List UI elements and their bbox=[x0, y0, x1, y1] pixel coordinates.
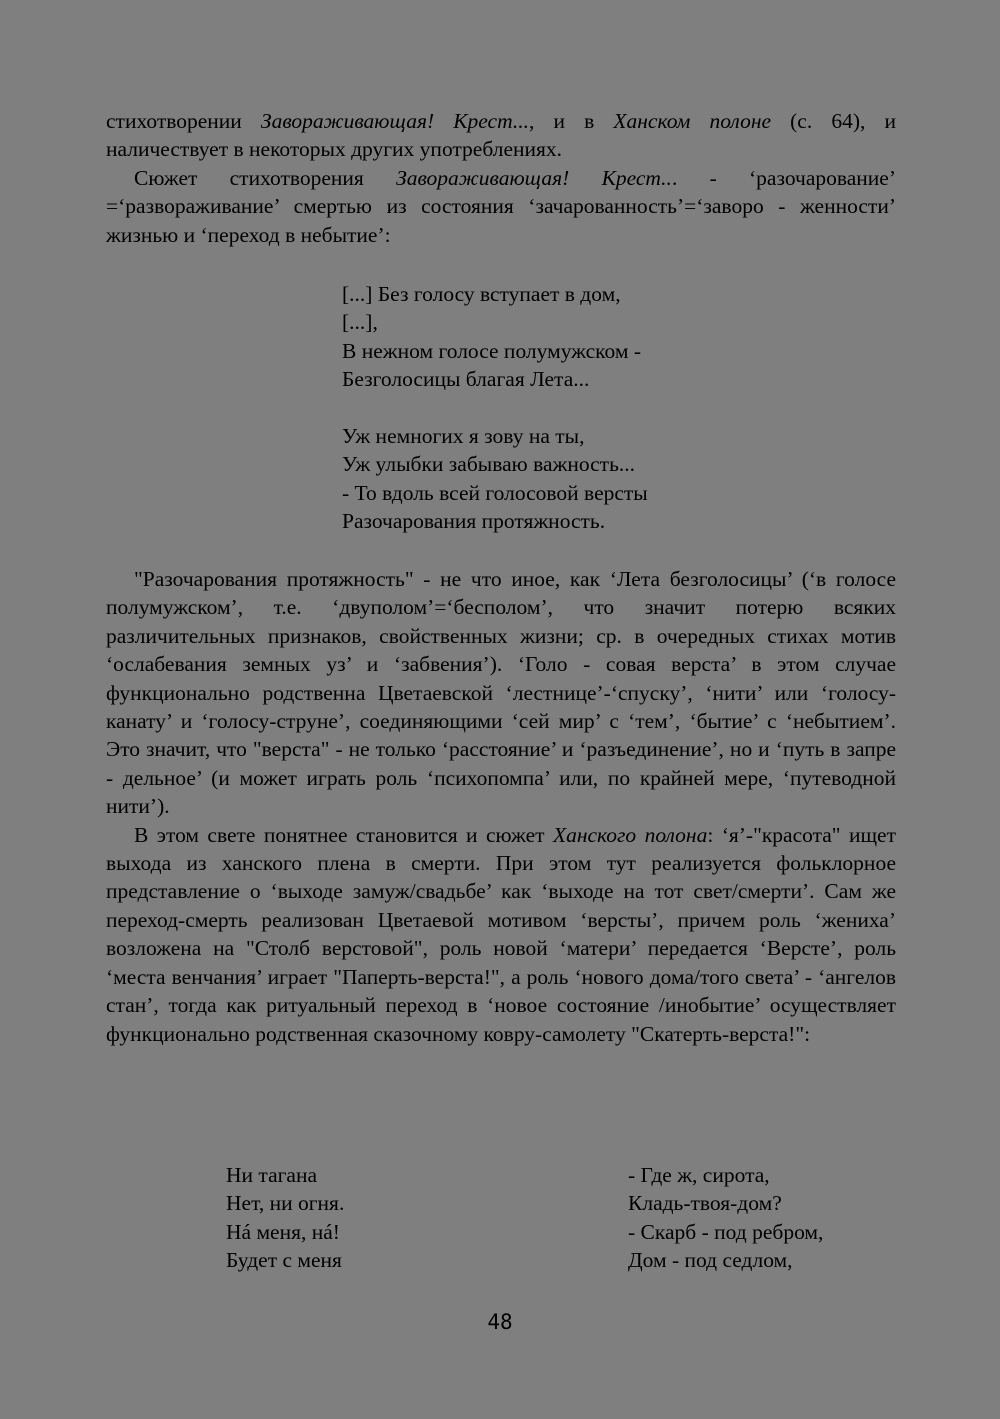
verse-line: В нежном голосе полумужском - bbox=[342, 338, 642, 363]
italic-title: Завораживающая! Крест... bbox=[260, 109, 529, 133]
text-run: . - ‘разочарование’ =‘развораживание’ смертью из состояния ‘зачарованность’=‘заворо - женности’ жизнью и ‘переход в небытие’: bbox=[106, 165, 896, 247]
paragraph-2 bbox=[106, 164, 896, 249]
text-run: В этом свете понятнее становится и сюжет bbox=[134, 822, 553, 847]
verse-line: Уж немногих я зову на ты, bbox=[342, 424, 585, 448]
text-block-middle bbox=[106, 565, 896, 1048]
verse-line: - То вдоль всей голосовой версты bbox=[342, 480, 648, 505]
italic-title: Завораживающая! Крест.. bbox=[396, 165, 672, 190]
verse-line: Кладь-твоя-дом? bbox=[628, 1191, 782, 1216]
text-block-top bbox=[106, 107, 896, 249]
text-run: : ‘я’-"красота" ищет выхода из ханского плена в смерти. При этом тут реализуется фольклорное представление о ‘выходе замуж/свадьбе’ как ‘выходе на тот свет/смерти’. Сам же переход-смерть реализован Цветаевой мотивом ‘версты’, причем роль ‘жениха’ возложена на "Столб верстовой", роль новой ‘матери’ передается ‘Версте’, роль ‘места венчания’ играет "Паперть-верста!", а роль ‘нового дома/того света’ - ‘ангелов стан’, тогда как ритуальный переход в ‘новое состояние /инобытие’ осуществляет функционально родственная сказочному ковру-самолету "Скатерть-верста!": bbox=[106, 822, 896, 1046]
verse-block-1-stanza-2 bbox=[342, 422, 648, 536]
verse-block-2-left bbox=[226, 1161, 344, 1275]
verse-block-2-right bbox=[628, 1161, 823, 1275]
verse-line: Дом - под седлом, bbox=[628, 1248, 793, 1273]
text-run: (с. 64), и наличествует в некоторых других употреблениях. bbox=[106, 109, 896, 162]
verse-line: Будет с меня bbox=[226, 1248, 342, 1273]
verse-line: - Скарб - под ребром, bbox=[628, 1219, 824, 1244]
text-run: , и в bbox=[529, 109, 614, 133]
verse-line: Уж улыбки забываю важность... bbox=[342, 452, 636, 477]
verse-block-1 bbox=[342, 280, 641, 394]
verse-line: - Где ж, сирота, bbox=[628, 1163, 770, 1187]
verse-line: Ни тагана bbox=[226, 1163, 318, 1187]
italic-title: Ханского полона bbox=[552, 822, 708, 847]
verse-line: [...], bbox=[342, 310, 378, 335]
paragraph-4 bbox=[106, 821, 896, 1048]
verse-line: Нá меня, нá! bbox=[226, 1219, 340, 1244]
verse-line: Нет, ни огня. bbox=[226, 1191, 345, 1216]
italic-title: Ханском полоне bbox=[613, 109, 772, 133]
page-number: 48 bbox=[487, 1310, 513, 1334]
verse-line: [...] Без голосу вступает в дом, bbox=[342, 282, 621, 306]
paragraph-1 bbox=[106, 107, 896, 164]
paragraph-3: "Разочарования протяжность" - не что иное, как ‘Лета безголосицы’ (‘в голосе полумужском’, т.е. ‘двуполом’=‘бесполом’, что значит потерю всяких различительных признаков, свойственных жизни; ср. в очередных стихах мотив ‘ослабевания земных уз’ и ‘забвения’). ‘Голо - совая верста’ в этом случае функционально родственна Цветаевской ‘лестнице’-‘спуску’, ‘нити’ или ‘голосу-канату’ и ‘голосу-струне’, соединяющими ‘сей мир’ с ‘тем’, ‘бытие’ с ‘небытием’. Это значит, что "верста" - не только ‘расстояние’ и ‘разъединение’, но и ‘путь в запре - дельное’ (и может играть роль ‘психопомпа’ или, по крайней мере, ‘путеводной нити’). bbox=[106, 567, 896, 819]
verse-line: Безголосицы благая Лета... bbox=[342, 367, 590, 392]
text-run: стихотворении bbox=[106, 109, 261, 133]
text-run: Сюжет стихотворения bbox=[134, 165, 397, 190]
verse-line: Разочарования протяжность. bbox=[342, 509, 606, 534]
